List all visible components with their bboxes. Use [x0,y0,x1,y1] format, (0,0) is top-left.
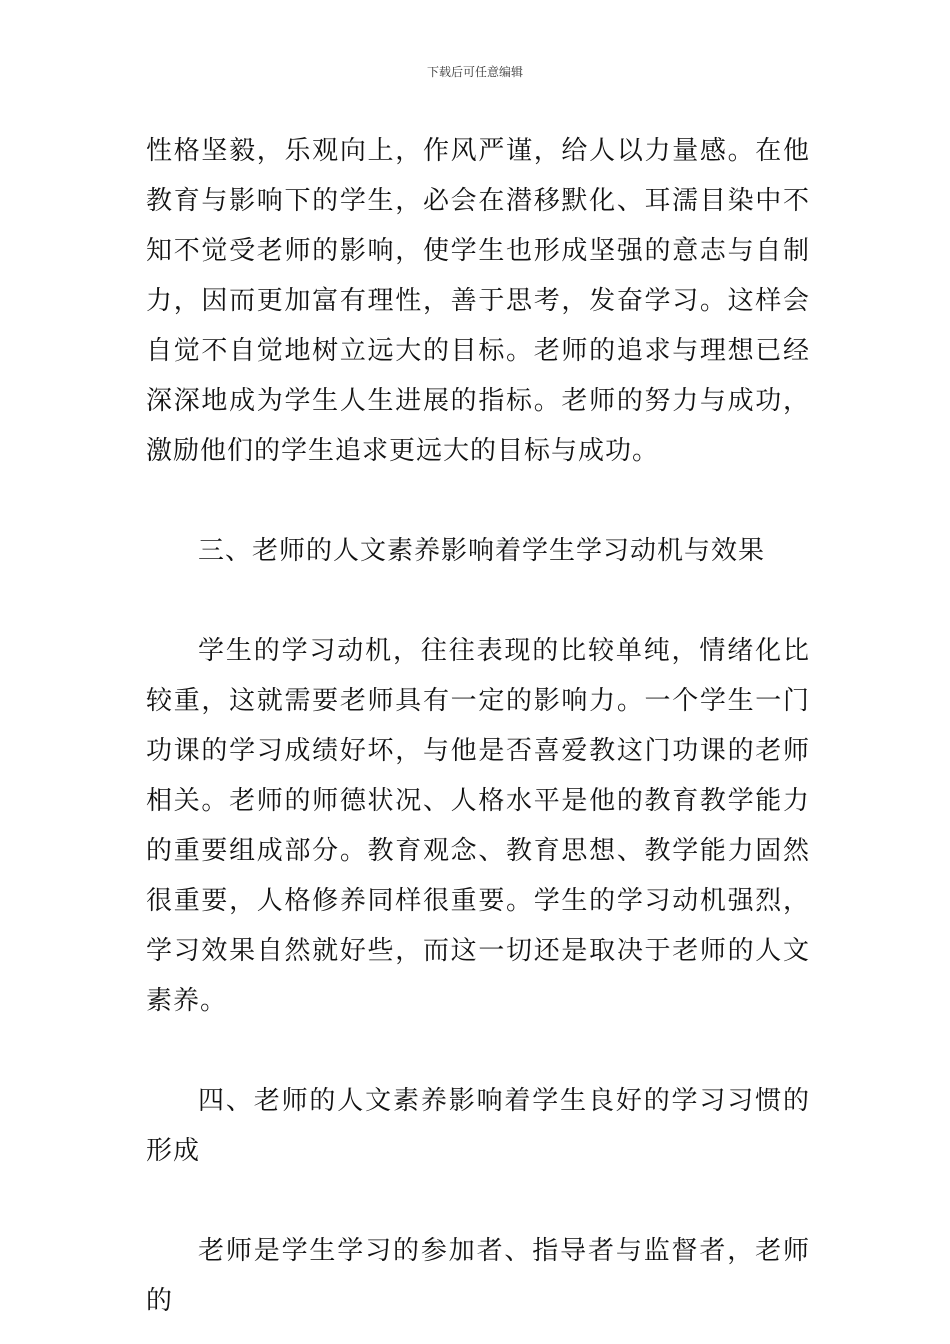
paragraph-teacher-role: 老师是学生学习的参加者、指导者与监督者，老师的 [146,1236,810,1316]
paragraph-spacer [146,1026,810,1076]
paragraph-spacer [146,1176,810,1226]
paragraph-continued: 性格坚毅，乐观向上，作风严谨，给人以力量感。在他教育与影响下的学生，必会在潜移默化、耳濡目染中不知不觉受老师的影响，使学生也形成坚强的意志与自制力，因而更加富有理性，善于思考，发奋学习。这样会自觉不自觉地树立远大的目标。老师的追求与理想已经深深地成为学生人生进展的指标。老师的努力与成功，激励他们的学生追求更远大的目标与成功。 [146,136,810,466]
document-body [146,126,810,1326]
section-heading-4: 四、老师的人文素养影响着学生良好的学习习惯的形成 [146,1086,810,1166]
paragraph-spacer [146,476,810,526]
section-heading-3: 三、老师的人文素养影响着学生学习动机与效果 [198,536,766,566]
paragraph-spacer [146,576,810,626]
page-header-note: 下载后可任意编辑 [426,65,523,79]
paragraph-learning-motivation: 学生的学习动机，往往表现的比较单纯，情绪化比较重，这就需要老师具有一定的影响力。一个学生一门功课的学习成绩好坏，与他是否喜爱教这门功课的老师相关。老师的师德状况、人格水平是他的教育教学能力的重要组成部分。教育观念、教育思想、教学能力固然很重要，人格修养同样很重要。学生的学习动机强烈，学习效果自然就好些，而这一切还是取决于老师的人文素养。 [146,636,810,1016]
